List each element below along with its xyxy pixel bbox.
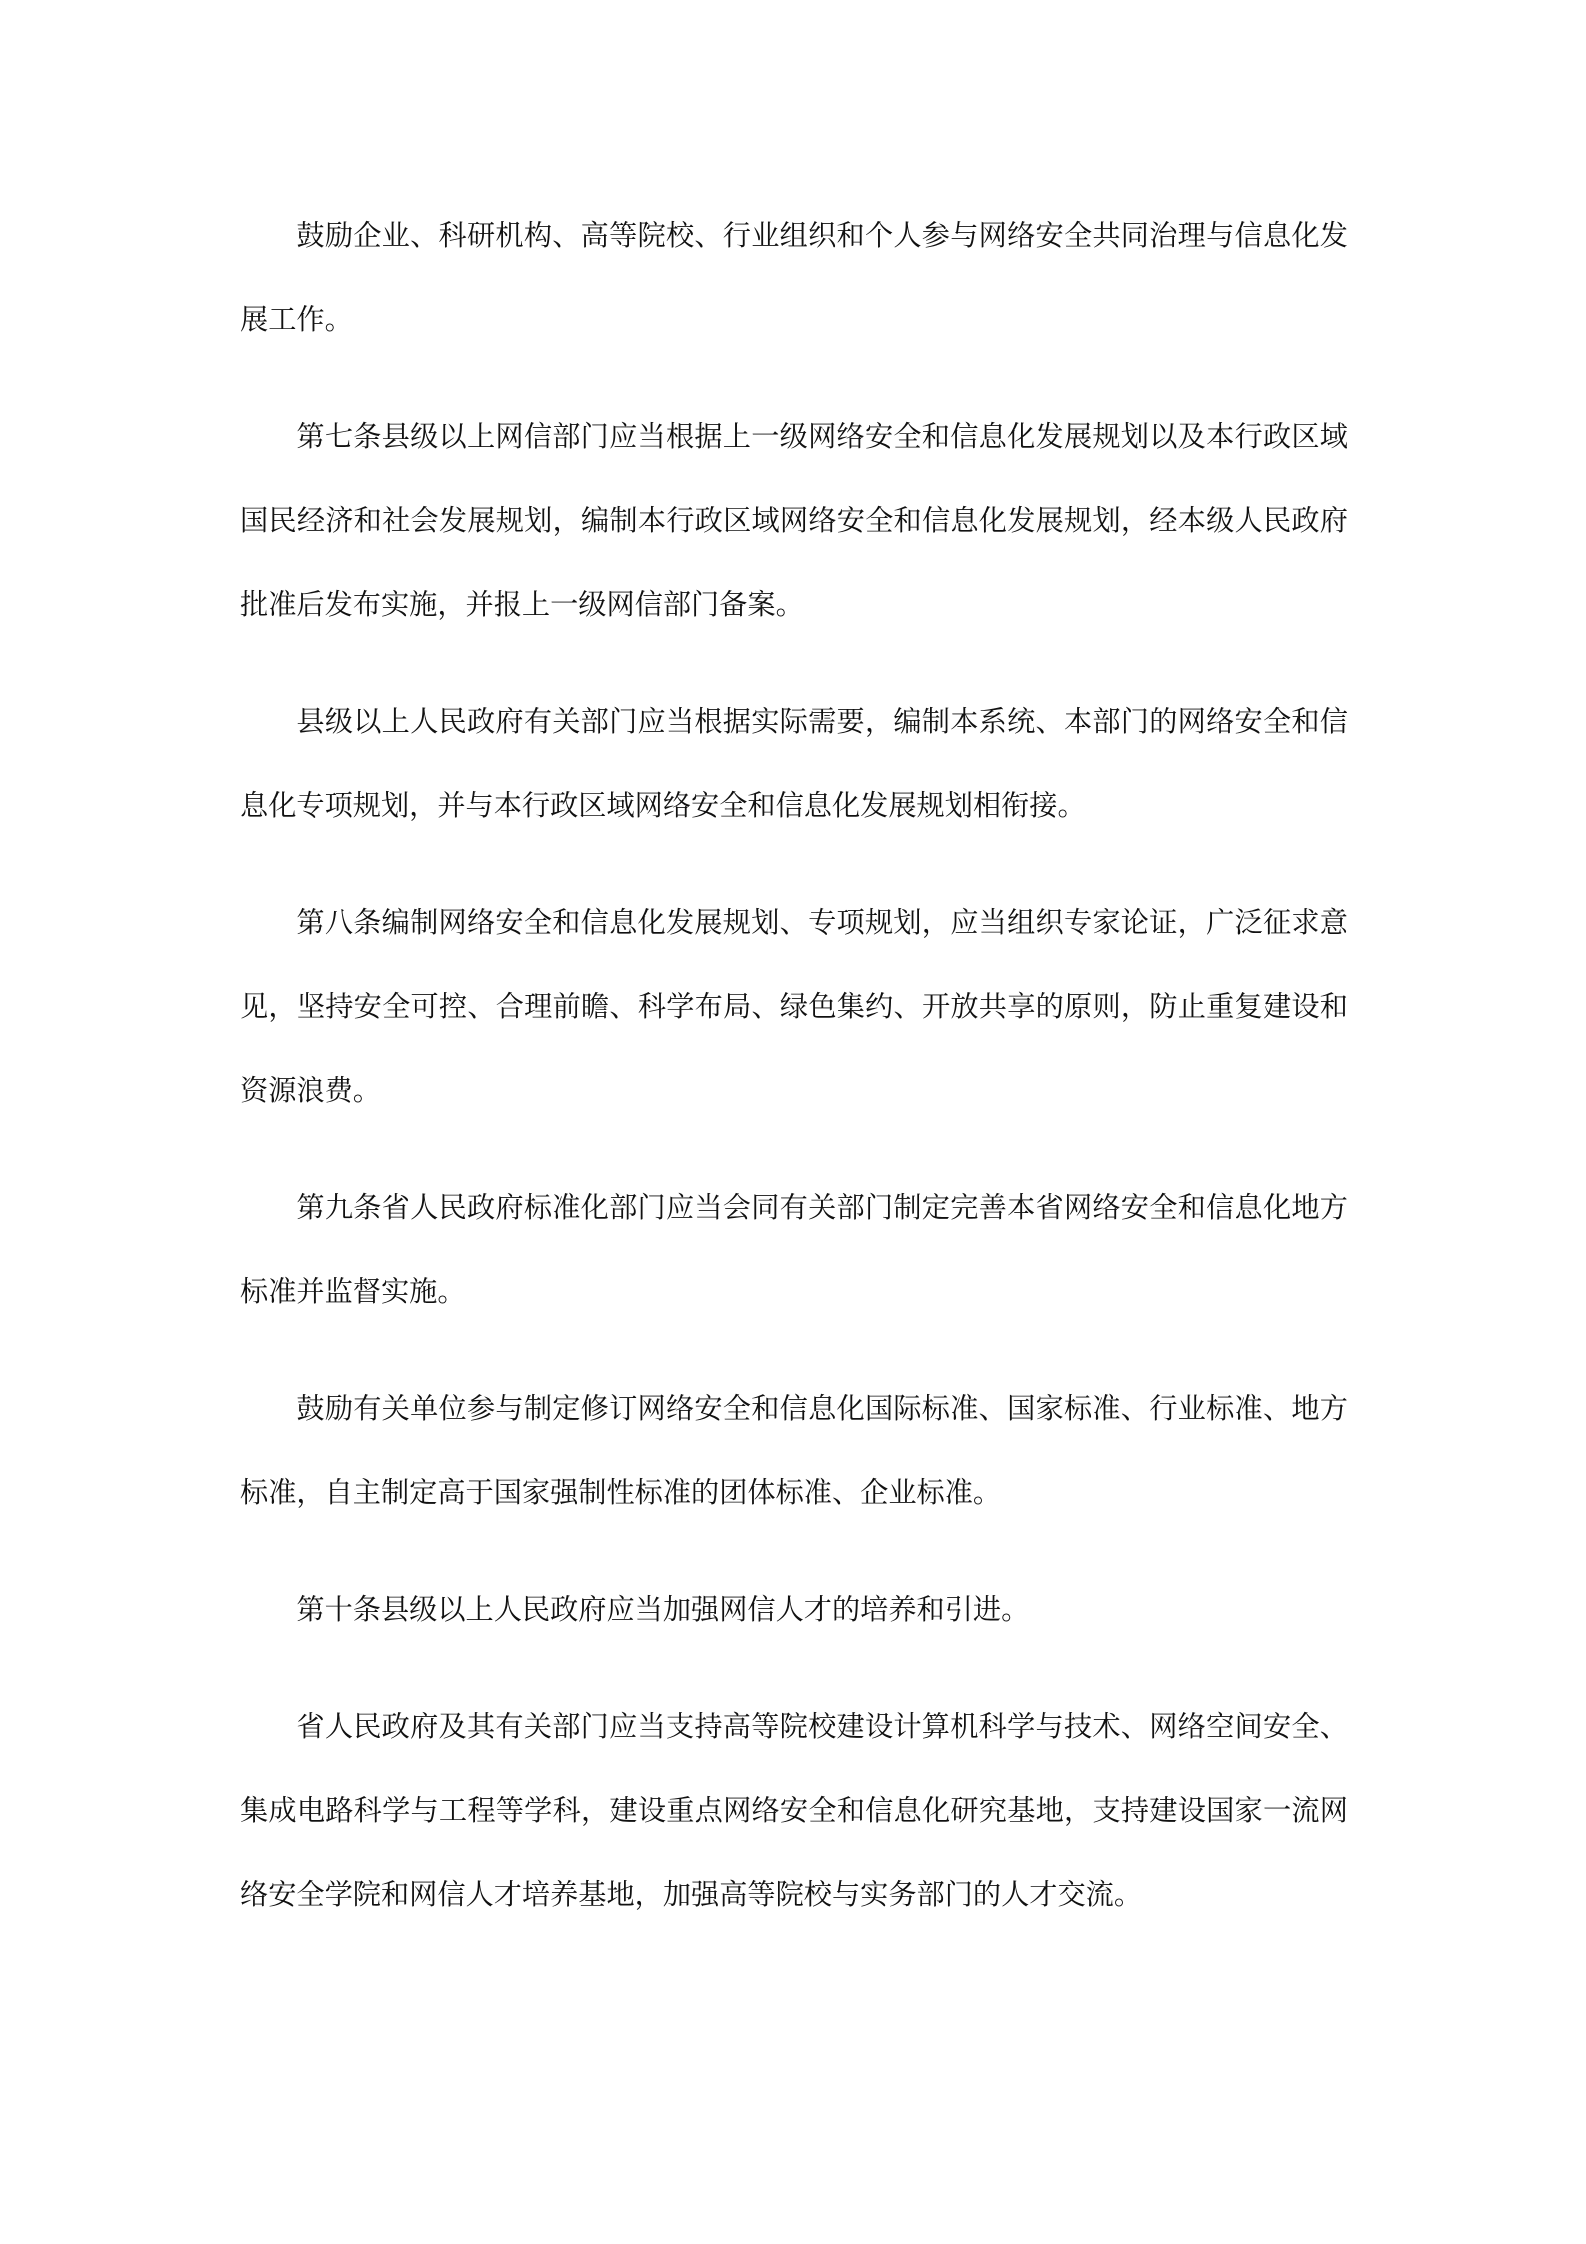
paragraph-talent-cultivation: 省人民政府及其有关部门应当支持高等院校建设计算机科学与技术、网络空间安全、集成电路科学与工程等学科，建设重点网络安全和信息化研究基地，支持建设国家一流网络安全学院和网信人才培养基地，加强高等院校与实务部门的人才交流。 xyxy=(240,1710,1348,1911)
paragraph-departmental-planning: 县级以上人民政府有关部门应当根据实际需要，编制本系统、本部门的网络安全和信息化专项规划，并与本行政区域网络安全和信息化发展规划相衔接。 xyxy=(240,705,1348,822)
paragraph-article-7: 第七条县级以上网信部门应当根据上一级网络安全和信息化发展规划以及本行政区域国民经济和社会发展规划，编制本行政区域网络安全和信息化发展规划，经本级人民政府批准后发布实施，并报上一级网信部门备案。 xyxy=(240,420,1348,621)
paragraph-standards-participation: 鼓励有关单位参与制定修订网络安全和信息化国际标准、国家标准、行业标准、地方标准，自主制定高于国家强制性标准的团体标准、企业标准。 xyxy=(240,1392,1348,1509)
paragraph-encourage-participation: 鼓励企业、科研机构、高等院校、行业组织和个人参与网络安全共同治理与信息化发展工作。 xyxy=(240,219,1348,336)
paragraph-article-10: 第十条县级以上人民政府应当加强网信人才的培养和引进。 xyxy=(296,1593,1030,1626)
paragraph-article-8: 第八条编制网络安全和信息化发展规划、专项规划，应当组织专家论证，广泛征求意见，坚持安全可控、合理前瞻、科学布局、绿色集约、开放共享的原则，防止重复建设和资源浪费。 xyxy=(240,906,1348,1107)
paragraph-article-9: 第九条省人民政府标准化部门应当会同有关部门制定完善本省网络安全和信息化地方标准并监督实施。 xyxy=(240,1191,1348,1308)
document-page xyxy=(240,194,1348,1970)
